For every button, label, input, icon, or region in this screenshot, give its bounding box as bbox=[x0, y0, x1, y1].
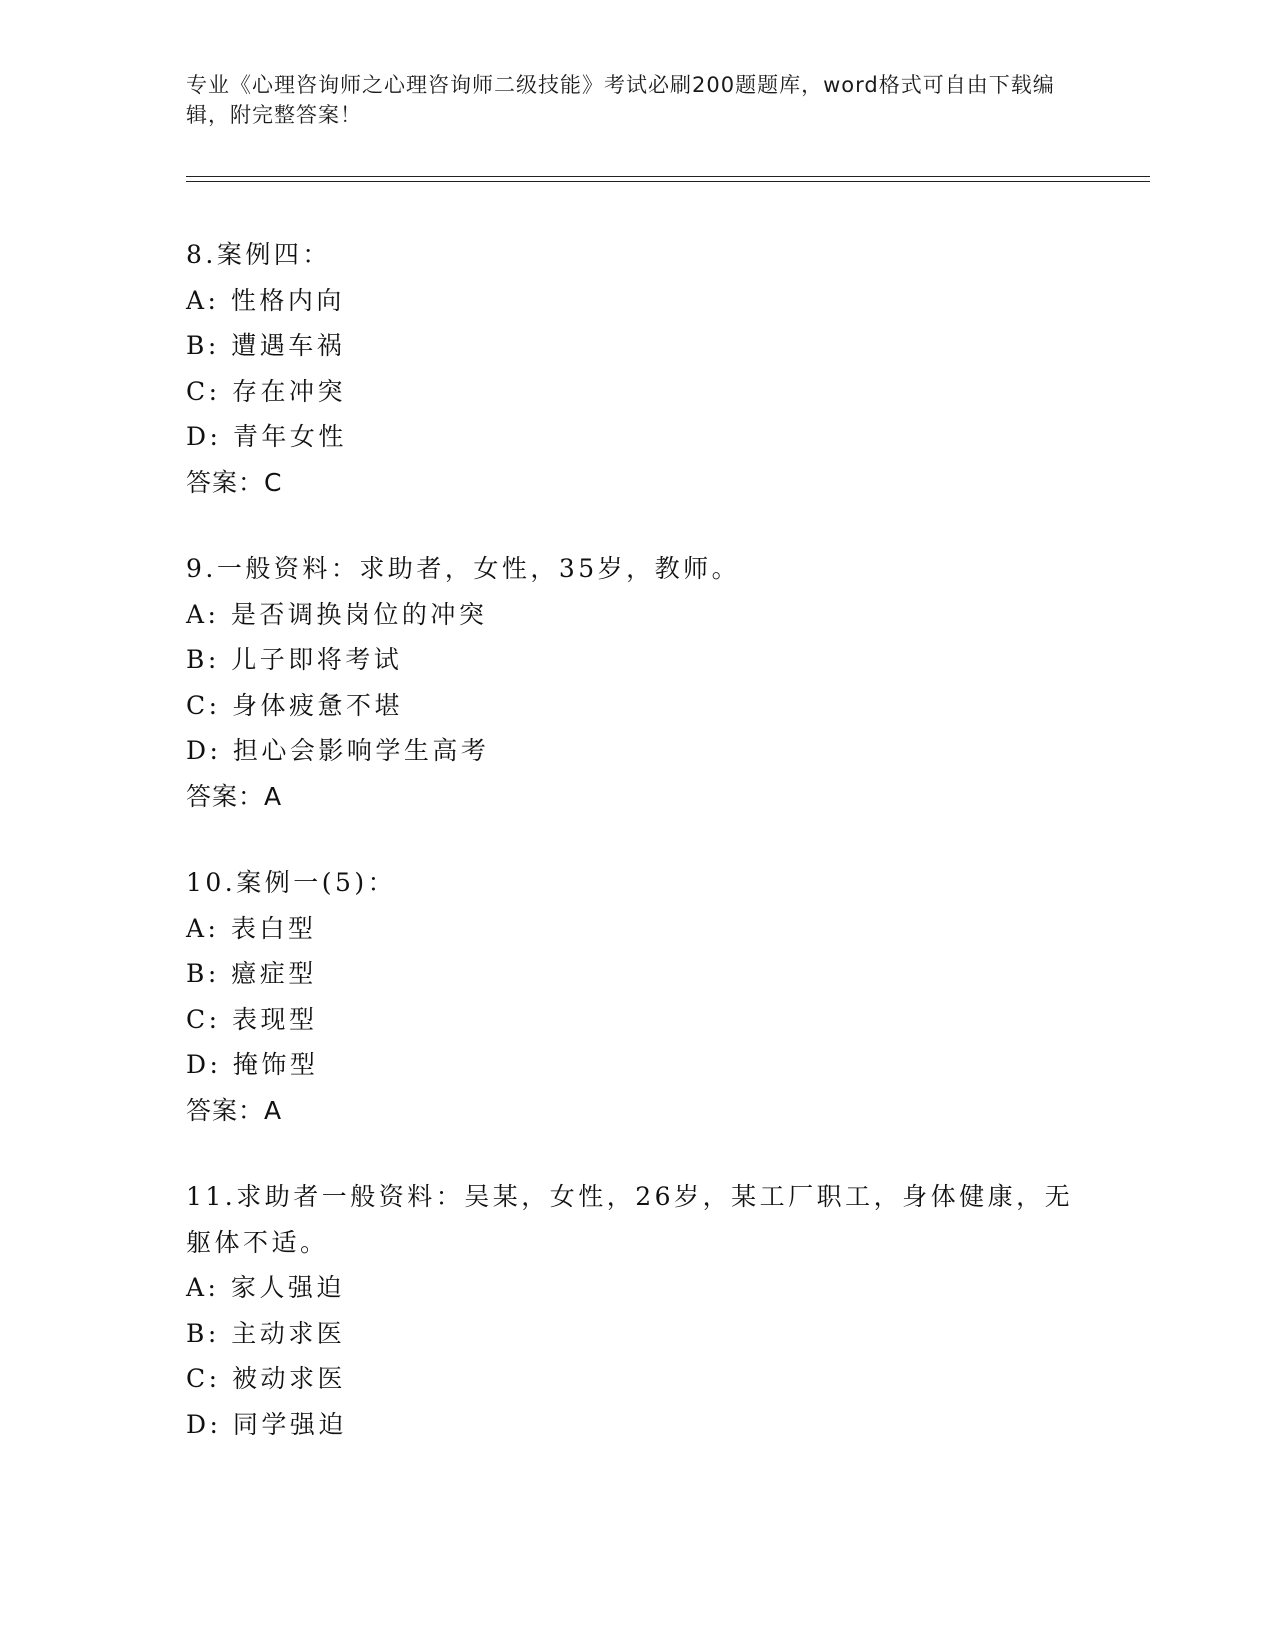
answer-line: 答案：A bbox=[186, 781, 283, 811]
option-d: D: 掩饰型 bbox=[186, 1050, 319, 1079]
answer-line: 答案：C bbox=[186, 467, 283, 497]
option-a: A: 性格内向 bbox=[186, 285, 345, 315]
option-d: D: 担心会影响学生高考 bbox=[186, 736, 490, 765]
question-stem: 8.案例四： bbox=[186, 240, 331, 269]
option-d: D: 青年女性 bbox=[186, 422, 347, 451]
option-c: C: 表现型 bbox=[186, 1004, 318, 1034]
header-divider-top bbox=[186, 176, 1150, 177]
option-b: B: 主动求医 bbox=[186, 1318, 346, 1348]
option-a: A: 表白型 bbox=[186, 913, 317, 943]
question-9 bbox=[186, 546, 1086, 819]
option-c: C: 身体疲惫不堪 bbox=[186, 690, 403, 720]
option-b: B: 癔症型 bbox=[186, 959, 317, 988]
question-10 bbox=[186, 860, 1086, 1133]
option-a: A: 是否调换岗位的冲突 bbox=[186, 599, 488, 629]
option-b: B: 遭遇车祸 bbox=[186, 331, 346, 360]
question-stem: 11.求助者一般资料：吴某，女性，26岁，某工厂职工，身体健康，无躯体不适。 bbox=[186, 1182, 1074, 1257]
option-d: D: 同学强迫 bbox=[186, 1409, 347, 1439]
option-a: A: 家人强迫 bbox=[186, 1273, 345, 1302]
question-11 bbox=[186, 1174, 1086, 1447]
header-divider-bottom bbox=[186, 181, 1150, 182]
document-header: 专业《心理咨询师之心理咨询师二级技能》考试必刷200题题库，word格式可自由下载编辑，附完整答案！ bbox=[186, 73, 1055, 127]
question-8 bbox=[186, 232, 1086, 505]
option-c: C: 被动求医 bbox=[186, 1364, 346, 1393]
question-list bbox=[186, 232, 1086, 1488]
option-c: C: 存在冲突 bbox=[186, 376, 346, 406]
answer-line: 答案：A bbox=[186, 1095, 283, 1125]
question-stem: 10.案例一(5)： bbox=[186, 868, 397, 897]
question-stem: 9.一般资料：求助者，女性，35岁，教师。 bbox=[186, 554, 741, 583]
option-b: B: 儿子即将考试 bbox=[186, 645, 403, 674]
